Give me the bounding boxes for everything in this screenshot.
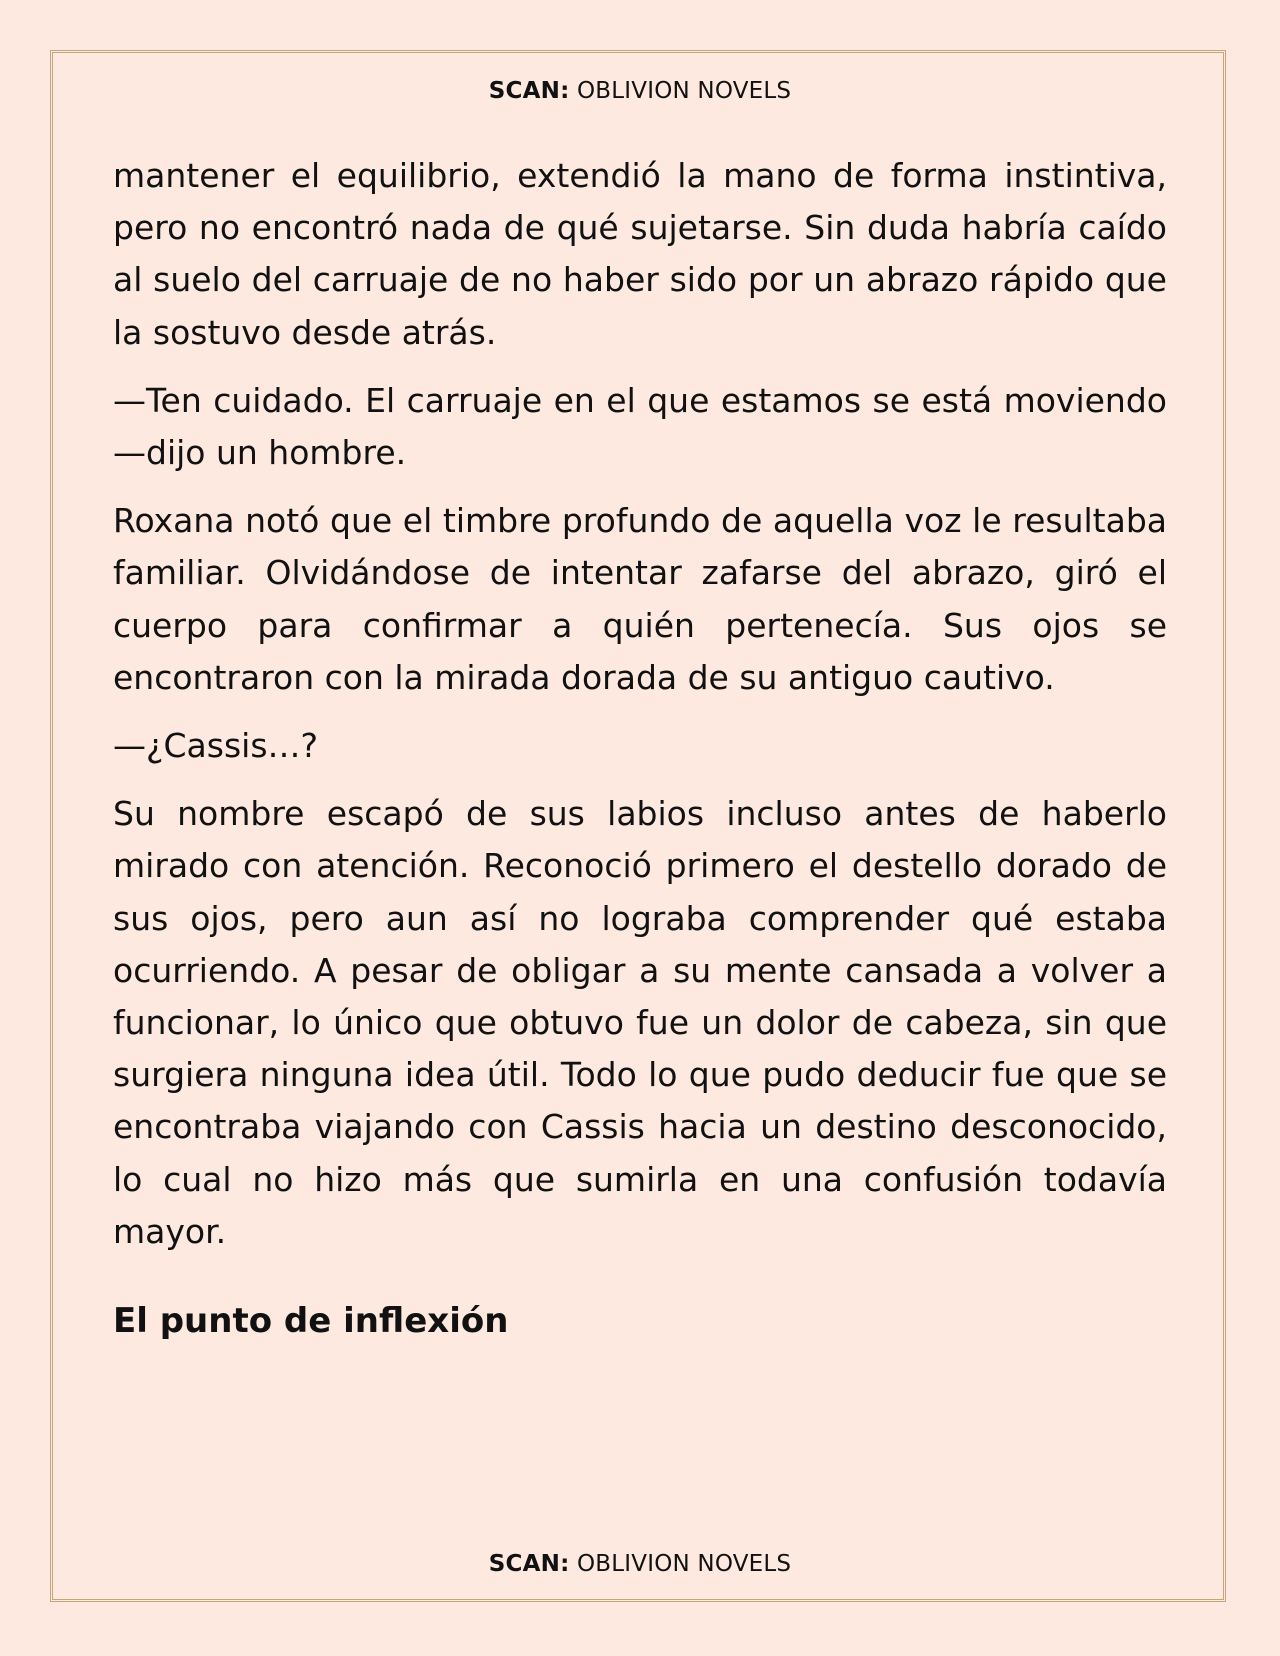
scan-header-label: SCAN: bbox=[488, 78, 570, 104]
paragraph: Su nombre escapó de sus labios incluso antes de haberlo mirado con atención. Reconoció primero el destello dorado de sus ojos, pero aun así no lograba comprender qué estaba ocurriendo. A pesar de obligar a su mente cansada a volver a funcionar, lo único que obtuvo fue un dolor de cabeza, sin que surgiera ninguna idea útil. Todo lo que pudo deducir fue que se encontraba viajando con Cassis hacia un destino desconocido, lo cual no hizo más que sumirla en una confusión todavía mayor. bbox=[113, 794, 1167, 1251]
chapter-title: El punto de inflexión bbox=[113, 1301, 509, 1341]
paragraph: mantener el equilibrio, extendió la mano de forma instintiva, pero no encontró nada de qué sujetarse. Sin duda habría caído al suelo del carruaje de no haber sido por un abrazo rápido que la sostuvo desde atrás. bbox=[113, 156, 1167, 352]
paragraph: —Ten cuidado. El carruaje en el que estamos se está moviendo —dijo un hombre. bbox=[113, 380, 1167, 473]
scan-header bbox=[0, 76, 1280, 106]
scan-footer-label: SCAN: bbox=[488, 1551, 570, 1577]
paragraph: —¿Cassis…? bbox=[113, 726, 319, 766]
paragraph: Roxana notó que el timbre profundo de aquella voz le resultaba familiar. Olvidándose de intentar zafarse del abrazo, giró el cuerpo para confirmar a quién pertenecía. Sus ojos se encontraron con la mirada dorada de su antiguo cautivo. bbox=[113, 501, 1167, 697]
page-body bbox=[113, 150, 1167, 1274]
scan-header-text: OBLIVION NOVELS bbox=[577, 78, 792, 104]
scan-footer-text: OBLIVION NOVELS bbox=[577, 1551, 792, 1577]
scan-footer bbox=[0, 1549, 1280, 1579]
